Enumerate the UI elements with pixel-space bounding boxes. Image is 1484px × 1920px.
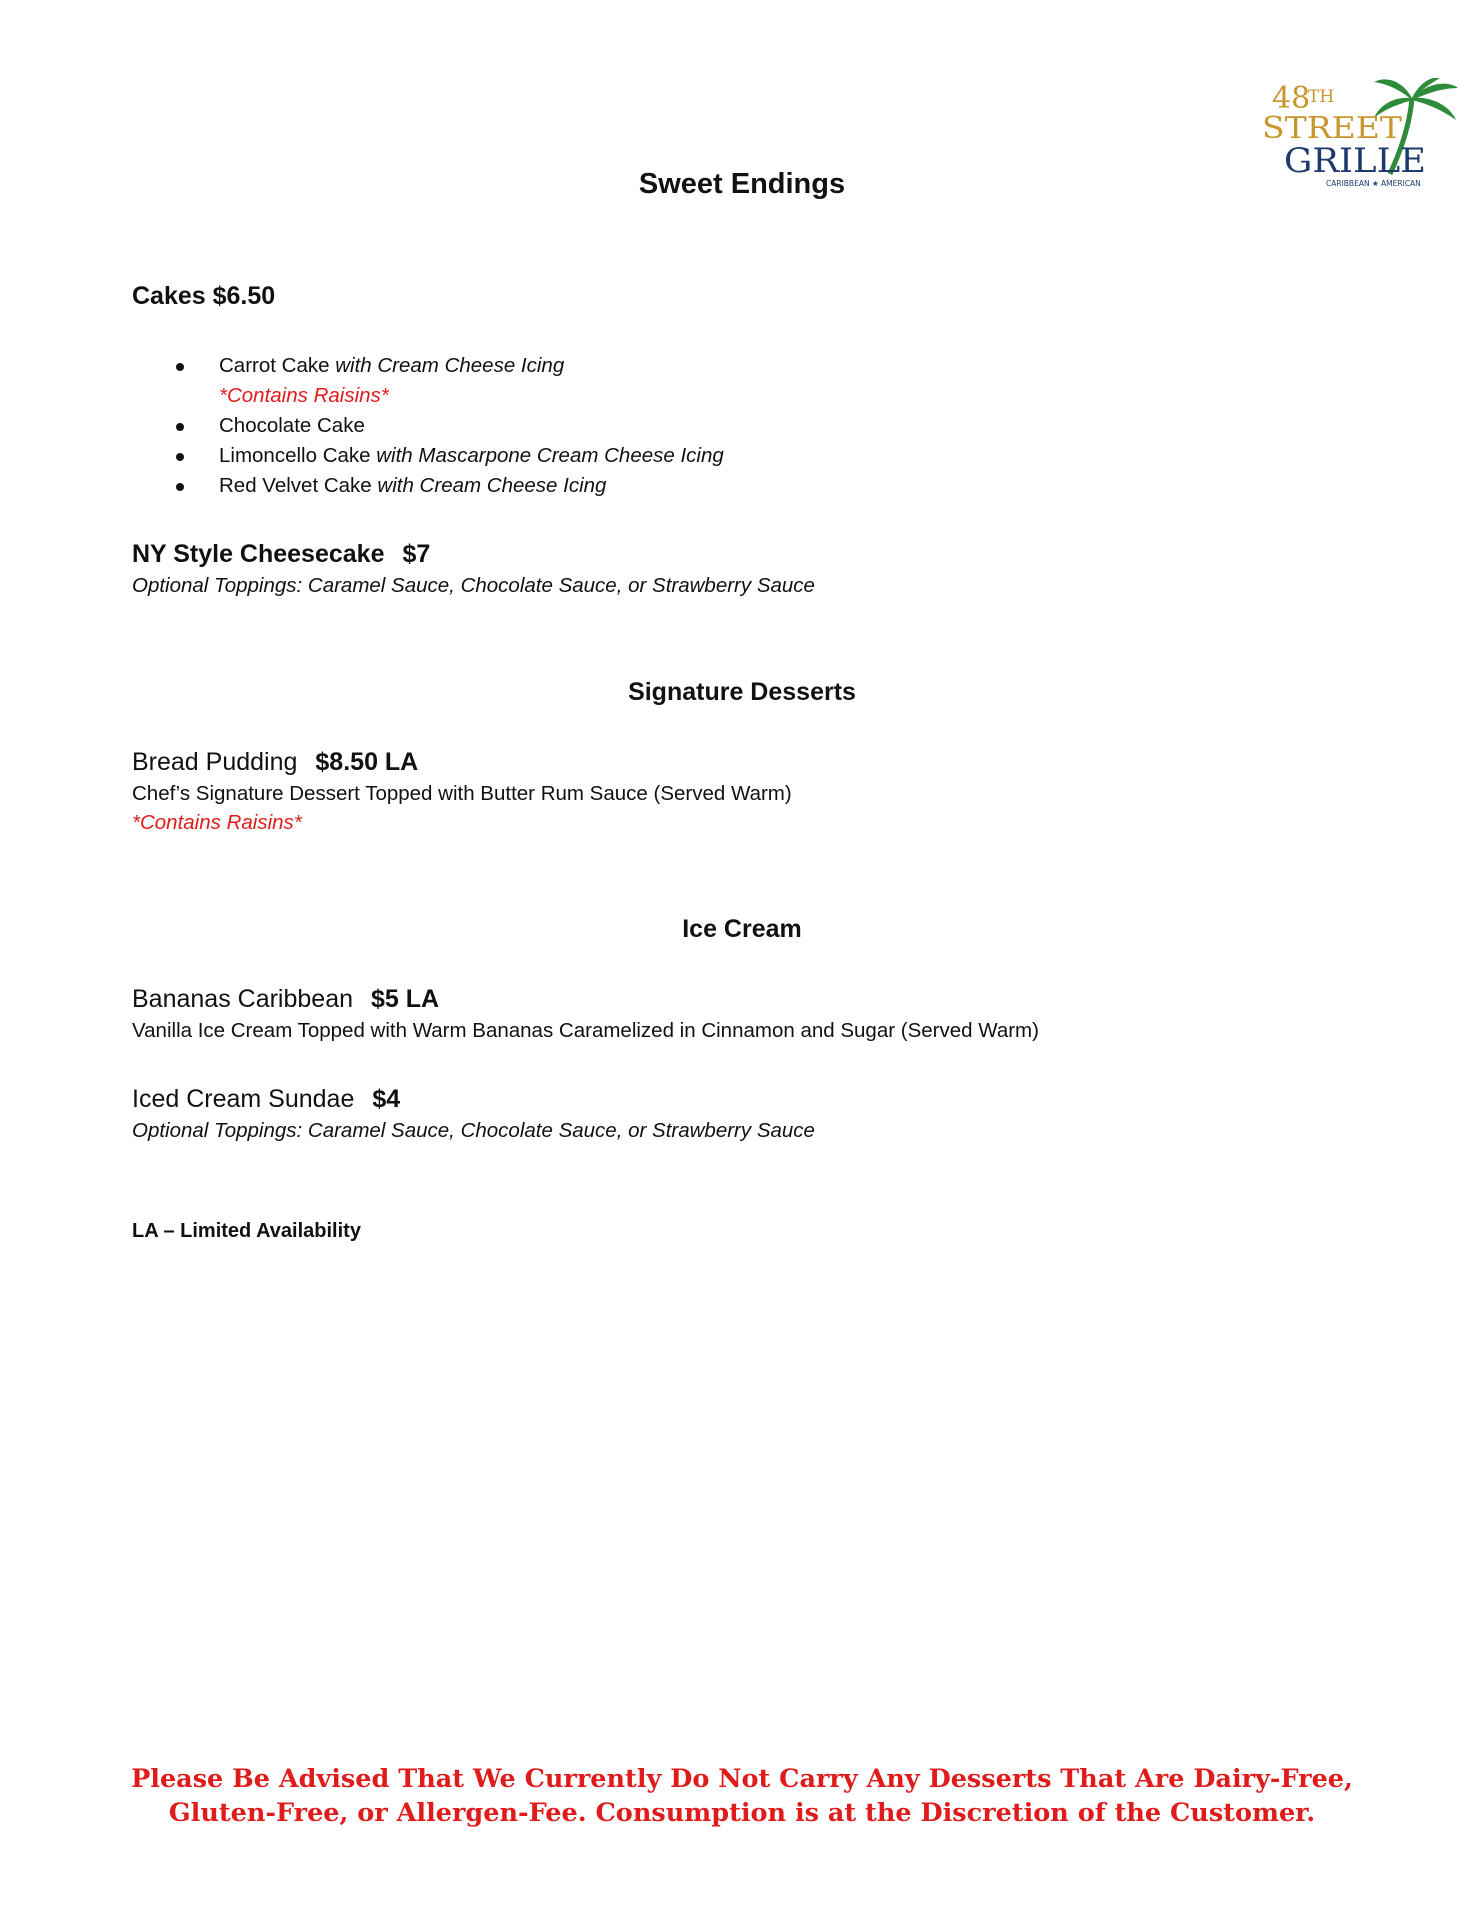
bullet-icon	[176, 363, 184, 371]
list-item	[132, 441, 724, 471]
advisory-line-1: Please Be Advised That We Currently Do Not Carry Any Desserts That Are Dairy-Free,	[131, 1764, 1353, 1794]
dessert-price: $8.50 LA	[315, 748, 419, 776]
logo-street: STREET	[1262, 111, 1402, 146]
availability-footnote: LA – Limited Availability	[132, 1220, 361, 1242]
logo-superscript: TH	[1308, 87, 1335, 107]
sundae-item	[132, 1085, 815, 1145]
dessert-name: Bread Pudding	[132, 748, 298, 776]
list-item	[132, 471, 724, 501]
logo-number: 48	[1272, 81, 1311, 116]
page-title: Sweet Endings	[638, 168, 846, 200]
cake-name: Red Velvet Cake	[219, 474, 378, 497]
advisory-line-2: Gluten-Free, or Allergen-Fee. Consumption is at the Discretion of the Customer.	[168, 1798, 1316, 1828]
cake-name: Limoncello Cake	[219, 444, 377, 467]
list-item	[132, 411, 724, 441]
cheesecake-price: $7	[402, 540, 431, 568]
list-item	[132, 351, 724, 411]
cake-detail: with Cream Cheese Icing	[377, 474, 607, 497]
cake-detail: with Cream Cheese Icing	[335, 354, 565, 377]
bread-pudding-item	[132, 748, 792, 837]
dessert-name: Iced Cream Sundae	[132, 1085, 355, 1113]
dessert-name: Bananas Caribbean	[132, 985, 353, 1013]
cake-name: Chocolate Cake	[219, 414, 365, 437]
cheesecake-name: NY Style Cheesecake	[132, 540, 385, 568]
cheesecake-toppings: Optional Toppings: Caramel Sauce, Chocolate Sauce, or Strawberry Sauce	[132, 574, 815, 597]
allergen-note: *Contains Raisins*	[219, 384, 389, 407]
cakes-heading: Cakes $6.50	[132, 282, 276, 310]
dessert-description: Vanilla Ice Cream Topped with Warm Bananas Caramelized in Cinnamon and Sugar (Served Warm)	[132, 1019, 1039, 1042]
cheesecake-item	[132, 540, 815, 600]
dessert-price: $5 LA	[371, 985, 440, 1013]
signature-heading: Signature Desserts	[628, 678, 856, 706]
bullet-icon	[176, 483, 184, 491]
ice-cream-heading: Ice Cream	[682, 915, 802, 943]
bananas-caribbean-item	[132, 985, 1039, 1045]
allergen-note: *Contains Raisins*	[132, 811, 302, 834]
cakes-list	[132, 351, 724, 501]
cake-name: Carrot Cake	[219, 354, 336, 377]
cake-detail: with Mascarpone Cream Cheese Icing	[376, 444, 724, 467]
bullet-icon	[176, 423, 184, 431]
dessert-description: Chef’s Signature Dessert Topped with Butter Rum Sauce (Served Warm)	[132, 782, 792, 805]
bullet-icon	[176, 453, 184, 461]
allergen-advisory	[0, 1762, 1484, 1830]
dessert-price: $4	[372, 1085, 401, 1113]
logo-grille: GRILLE	[1284, 141, 1426, 181]
dessert-toppings: Optional Toppings: Caramel Sauce, Chocolate Sauce, or Strawberry Sauce	[132, 1119, 815, 1142]
logo-tagline: CARIBBEAN ★ AMERICAN	[1326, 179, 1421, 188]
